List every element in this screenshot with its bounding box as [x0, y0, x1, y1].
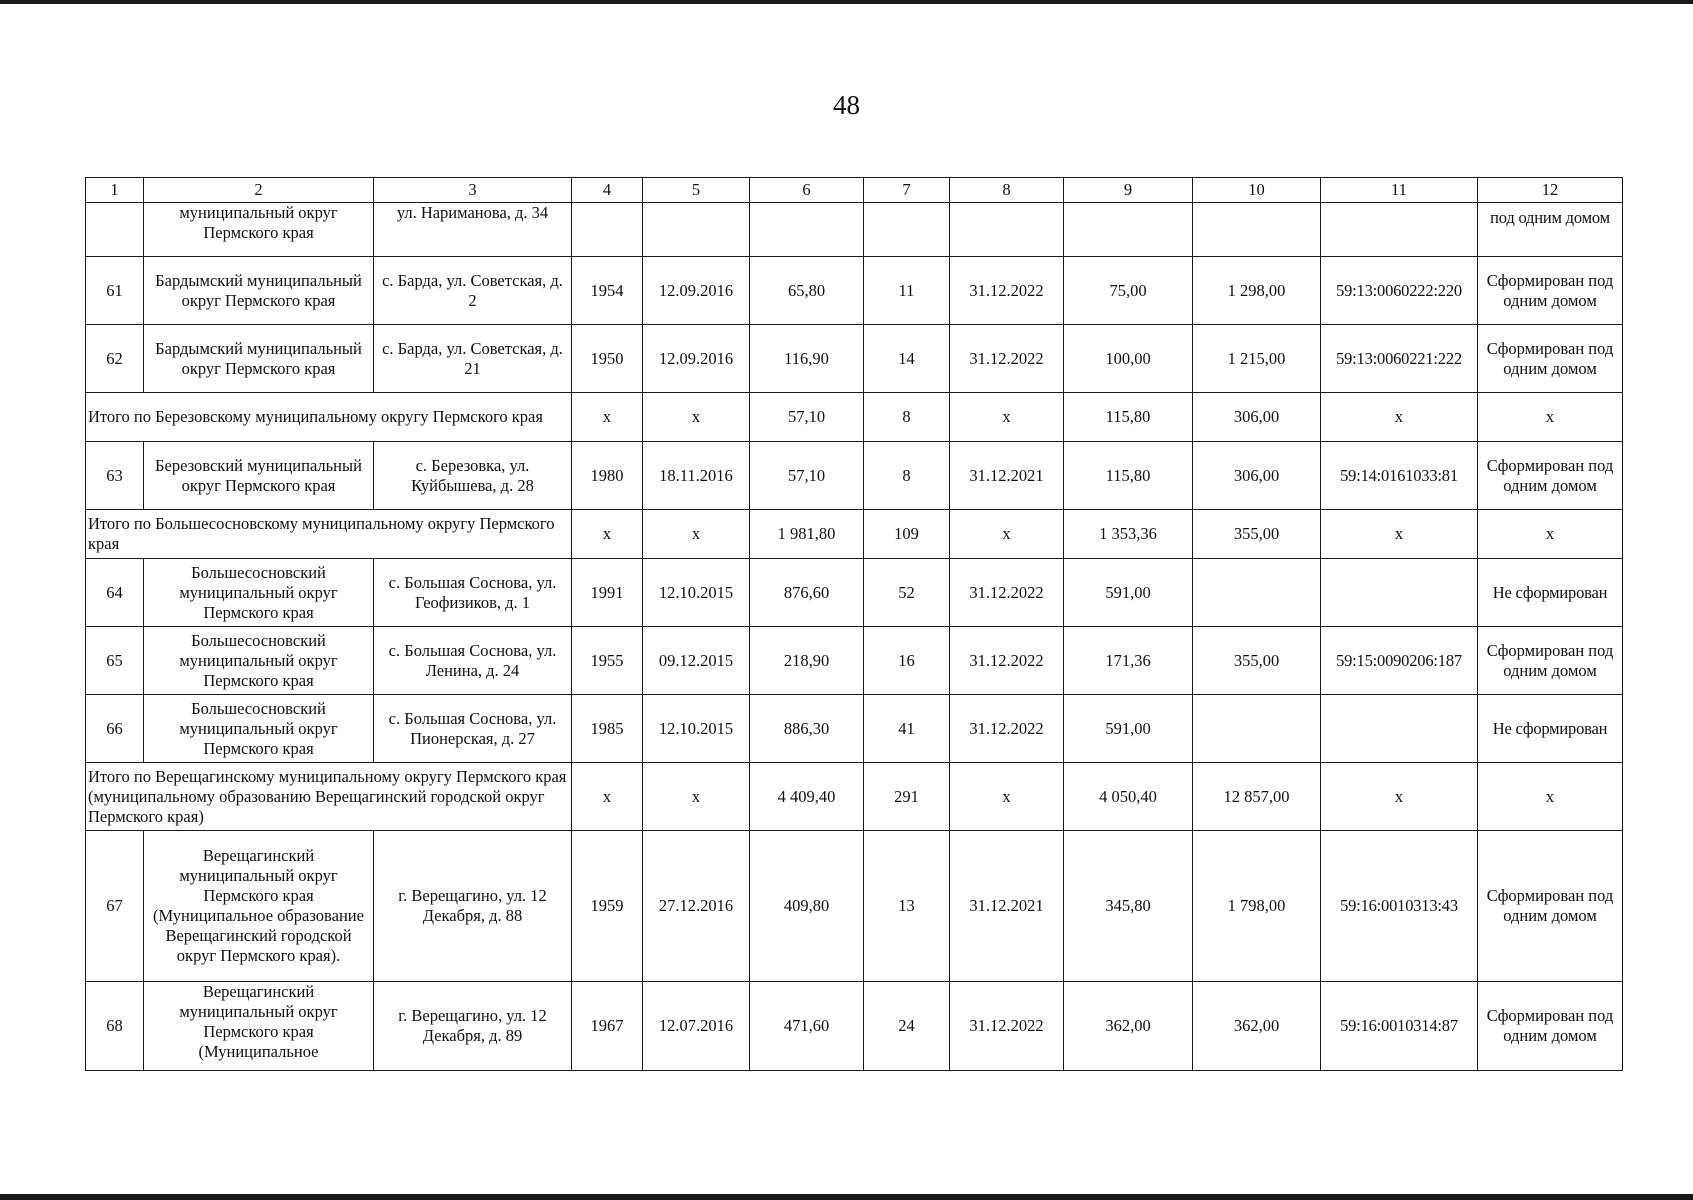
table-cell: 876,60: [750, 559, 864, 627]
row-number-cell: 64: [86, 559, 144, 627]
table-cell: 57,10: [750, 393, 864, 442]
table-cell: 4 050,40: [1064, 763, 1193, 831]
header-cell: 5: [643, 178, 750, 203]
address-cell: с. Большая Соснова, ул. Ленина, д. 24: [374, 627, 572, 695]
table-cell: [750, 203, 864, 257]
status-cell: Сформирован под одним домом: [1478, 982, 1623, 1071]
table-row: [86, 257, 1623, 325]
header-cell: 11: [1321, 178, 1478, 203]
table-cell: 362,00: [1193, 982, 1321, 1071]
table-cell: х: [572, 510, 643, 559]
address-cell: г. Верещагино, ул. 12 Декабря, д. 88: [374, 831, 572, 982]
page-number: 48: [833, 90, 860, 120]
table-cell: 100,00: [1064, 325, 1193, 393]
data-table: [85, 177, 1623, 1071]
district-cell: Большесосновский муниципальный округ Пермского края: [144, 559, 374, 627]
district-cell: Бардымский муниципальный округ Пермского края: [144, 325, 374, 393]
status-cell: Сформирован под одним домом: [1478, 831, 1623, 982]
table-cell: [950, 203, 1064, 257]
status-cell: Сформирован под одним домом: [1478, 442, 1623, 510]
table-cell: 12.09.2016: [643, 325, 750, 393]
row-number-cell: 65: [86, 627, 144, 695]
table-cell: 18.11.2016: [643, 442, 750, 510]
table-cell: [1321, 203, 1478, 257]
table-cell: [864, 203, 950, 257]
total-label: Итого по Большесосновскому муниципальному округу Пермского края: [86, 510, 572, 559]
table-cell: 115,80: [1064, 393, 1193, 442]
table-cell: 471,60: [750, 982, 864, 1071]
table-cell: 4 409,40: [750, 763, 864, 831]
status-cell: Сформирован под одним домом: [1478, 257, 1623, 325]
table-header-row: [86, 178, 1623, 203]
row-number-cell: [86, 203, 144, 257]
table-cell: 12.10.2015: [643, 695, 750, 763]
table-cell: 31.12.2022: [950, 627, 1064, 695]
table-cell: [1193, 559, 1321, 627]
address-cell: г. Верещагино, ул. 12 Декабря, д. 89: [374, 982, 572, 1071]
table-cell: [1193, 695, 1321, 763]
table-cell: 1 353,36: [1064, 510, 1193, 559]
district-cell: муниципальный округ Пермского края: [144, 203, 374, 257]
table-cell: 355,00: [1193, 510, 1321, 559]
total-row: [86, 763, 1623, 831]
table-cell: 14: [864, 325, 950, 393]
table-cell: 362,00: [1064, 982, 1193, 1071]
table-cell: х: [1321, 510, 1478, 559]
table-cell: 31.12.2022: [950, 982, 1064, 1071]
district-cell: Верещагинский муниципальный округ Пермского края (Муниципальное: [144, 982, 374, 1071]
table-cell: 591,00: [1064, 559, 1193, 627]
cadastral-number-cell: [1321, 695, 1478, 763]
district-cell: Бардымский муниципальный округ Пермского края: [144, 257, 374, 325]
header-cell: 1: [86, 178, 144, 203]
table-cell: 1991: [572, 559, 643, 627]
header-cell: 9: [1064, 178, 1193, 203]
cadastral-number-cell: 59:13:0060221:222: [1321, 325, 1478, 393]
table-cell: 1950: [572, 325, 643, 393]
district-cell: Большесосновский муниципальный округ Пермского края: [144, 695, 374, 763]
table-row: [86, 627, 1623, 695]
table-cell: 52: [864, 559, 950, 627]
row-number-cell: 68: [86, 982, 144, 1071]
table-cell: х: [643, 393, 750, 442]
table-row: [86, 442, 1623, 510]
table-cell: 409,80: [750, 831, 864, 982]
table-cell: 291: [864, 763, 950, 831]
table-cell: 24: [864, 982, 950, 1071]
table-cell: [1193, 203, 1321, 257]
table-cell: [643, 203, 750, 257]
header-cell: 3: [374, 178, 572, 203]
table-cell: х: [950, 393, 1064, 442]
table-row: [86, 831, 1623, 982]
table-row: [86, 559, 1623, 627]
row-number-cell: 61: [86, 257, 144, 325]
table-cell: 09.12.2015: [643, 627, 750, 695]
table-row: [86, 325, 1623, 393]
table-cell: 355,00: [1193, 627, 1321, 695]
header-cell: 7: [864, 178, 950, 203]
cadastral-number-cell: [1321, 559, 1478, 627]
table-cell: 218,90: [750, 627, 864, 695]
status-cell: Не сформирован: [1478, 695, 1623, 763]
table-row: [86, 982, 1623, 1071]
address-cell: с. Барда, ул. Советская, д. 2: [374, 257, 572, 325]
table-cell: 41: [864, 695, 950, 763]
table-cell: [572, 203, 643, 257]
row-number-cell: 63: [86, 442, 144, 510]
table-cell: 12.10.2015: [643, 559, 750, 627]
table-cell: 31.12.2022: [950, 695, 1064, 763]
table-cell: 116,90: [750, 325, 864, 393]
total-row: [86, 393, 1623, 442]
table-cell: х: [1321, 393, 1478, 442]
table-cell: 57,10: [750, 442, 864, 510]
district-cell: Большесосновский муниципальный округ Пермского края: [144, 627, 374, 695]
district-cell: Верещагинский муниципальный округ Пермского края (Муниципальное образование Верещагинский городской округ Пермского края).: [144, 831, 374, 982]
table-cell: 11: [864, 257, 950, 325]
table-cell: х: [643, 510, 750, 559]
header-cell: 4: [572, 178, 643, 203]
address-cell: с. Большая Соснова, ул. Геофизиков, д. 1: [374, 559, 572, 627]
table-cell: 1 798,00: [1193, 831, 1321, 982]
cadastral-number-cell: 59:14:0161033:81: [1321, 442, 1478, 510]
table-cell: 115,80: [1064, 442, 1193, 510]
table-cell: х: [950, 763, 1064, 831]
district-cell: Березовский муниципальный округ Пермского края: [144, 442, 374, 510]
cadastral-number-cell: 59:13:0060222:220: [1321, 257, 1478, 325]
total-row: [86, 510, 1623, 559]
cadastral-number-cell: 59:16:0010313:43: [1321, 831, 1478, 982]
row-number-cell: 62: [86, 325, 144, 393]
table-cell: 591,00: [1064, 695, 1193, 763]
table-cell: 12.07.2016: [643, 982, 750, 1071]
table-cell: 171,36: [1064, 627, 1193, 695]
address-cell: ул. Нариманова, д. 34: [374, 203, 572, 257]
scan-edge-top: [0, 0, 1693, 4]
header-cell: 2: [144, 178, 374, 203]
address-cell: с. Березовка, ул. Куйбышева, д. 28: [374, 442, 572, 510]
table-cell: 8: [864, 393, 950, 442]
table-cell: 75,00: [1064, 257, 1193, 325]
table-cell: 31.12.2022: [950, 325, 1064, 393]
total-label: Итого по Верещагинскому муниципальному округу Пермского края (муниципальному образованию Верещагинский городской округ Пермского края): [86, 763, 572, 831]
table-cell: х: [950, 510, 1064, 559]
table-cell: х: [1478, 510, 1623, 559]
header-cell: 8: [950, 178, 1064, 203]
total-label: Итого по Березовскому муниципальному округу Пермского края: [86, 393, 572, 442]
table-row: [86, 695, 1623, 763]
table-cell: 1954: [572, 257, 643, 325]
table-cell: х: [1478, 393, 1623, 442]
table-cell: 1955: [572, 627, 643, 695]
header-cell: 10: [1193, 178, 1321, 203]
table-cell: х: [572, 763, 643, 831]
table-cell: 306,00: [1193, 393, 1321, 442]
table-cell: 13: [864, 831, 950, 982]
status-cell: Не сформирован: [1478, 559, 1623, 627]
row-number-cell: 67: [86, 831, 144, 982]
table-cell: 31.12.2022: [950, 257, 1064, 325]
table-cell: 306,00: [1193, 442, 1321, 510]
cadastral-number-cell: 59:15:0090206:187: [1321, 627, 1478, 695]
table-cell: 886,30: [750, 695, 864, 763]
table-cell: 1 981,80: [750, 510, 864, 559]
table-row-continued: [86, 203, 1623, 257]
table-cell: 1 298,00: [1193, 257, 1321, 325]
cadastral-number-cell: 59:16:0010314:87: [1321, 982, 1478, 1071]
address-cell: с. Барда, ул. Советская, д. 21: [374, 325, 572, 393]
table-cell: х: [1321, 763, 1478, 831]
scan-edge-bottom: [0, 1194, 1693, 1200]
table-cell: х: [643, 763, 750, 831]
table-cell: 1985: [572, 695, 643, 763]
table-cell: 31.12.2022: [950, 559, 1064, 627]
table-cell: 1 215,00: [1193, 325, 1321, 393]
status-cell: Сформирован под одним домом: [1478, 325, 1623, 393]
table-cell: 65,80: [750, 257, 864, 325]
status-cell: под одним домом: [1478, 203, 1623, 257]
table-cell: 109: [864, 510, 950, 559]
table-cell: [1064, 203, 1193, 257]
status-cell: Сформирован под одним домом: [1478, 627, 1623, 695]
address-cell: с. Большая Соснова, ул. Пионерская, д. 27: [374, 695, 572, 763]
table-cell: 31.12.2021: [950, 831, 1064, 982]
table-cell: 1967: [572, 982, 643, 1071]
table-cell: 12 857,00: [1193, 763, 1321, 831]
header-cell: 6: [750, 178, 864, 203]
table-cell: 16: [864, 627, 950, 695]
table-cell: х: [1478, 763, 1623, 831]
table-cell: 27.12.2016: [643, 831, 750, 982]
table-cell: 8: [864, 442, 950, 510]
table-cell: 1959: [572, 831, 643, 982]
row-number-cell: 66: [86, 695, 144, 763]
table-cell: 12.09.2016: [643, 257, 750, 325]
table-cell: 31.12.2021: [950, 442, 1064, 510]
table-cell: 1980: [572, 442, 643, 510]
header-cell: 12: [1478, 178, 1623, 203]
table-cell: х: [572, 393, 643, 442]
table-cell: 345,80: [1064, 831, 1193, 982]
